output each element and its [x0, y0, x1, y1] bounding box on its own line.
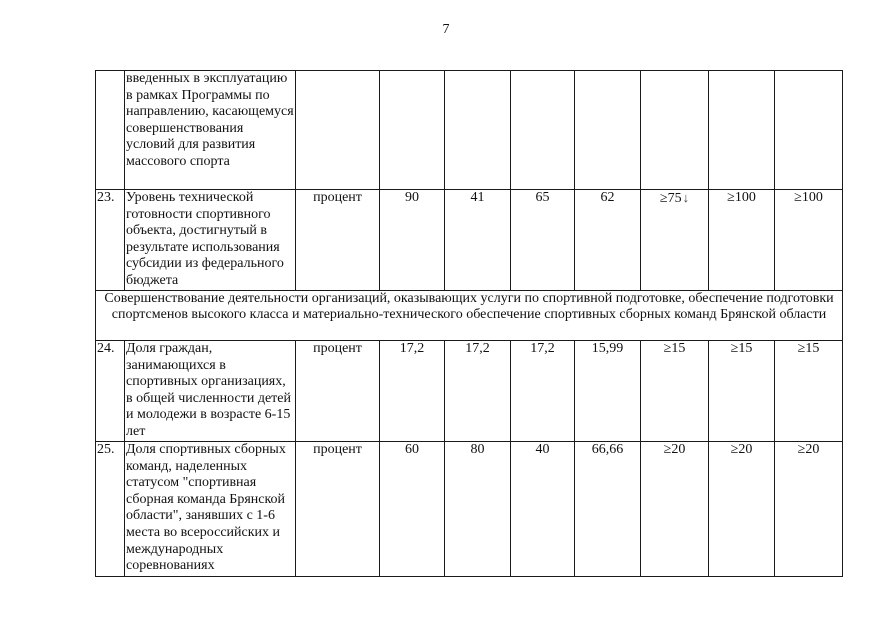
value-cell: 65	[511, 190, 575, 291]
unit-cell: процент	[296, 442, 380, 577]
value-cell: 80	[445, 442, 511, 577]
value-cell: ≥15	[775, 341, 843, 442]
unit-cell: процент	[296, 190, 380, 291]
row-number	[96, 71, 125, 190]
value-cell: ≥20	[709, 442, 775, 577]
indicator-name: Доля граждан, занимающихся в спортивных организациях, в общей численности детей и молодежи в возрасте 6-15 лет	[125, 341, 296, 442]
value-cell	[775, 71, 843, 190]
value-cell	[641, 71, 709, 190]
unit-cell: процент	[296, 341, 380, 442]
indicator-name: Уровень технической готовности спортивного объекта, достигнутый в результате использования субсидии из федерального бюджета	[125, 190, 296, 291]
table-row	[96, 341, 843, 442]
value-cell: 17,2	[445, 341, 511, 442]
value-cell: 60	[380, 442, 445, 577]
value-cell	[709, 71, 775, 190]
value-cell: 17,2	[380, 341, 445, 442]
table-row	[96, 190, 843, 291]
value-cell: 90	[380, 190, 445, 291]
page-number: 7	[442, 22, 450, 37]
table-row	[96, 442, 843, 577]
indicator-name: введенных в эксплуатацию в рамках Программы по направлению, касающемуся совершенствования условий для развития массового спорта	[125, 71, 296, 190]
value-cell: 66,66	[575, 442, 641, 577]
arrow-down-icon: ↓	[682, 190, 690, 205]
value-cell: 17,2	[511, 341, 575, 442]
value-cell	[575, 71, 641, 190]
row-number: 24.	[96, 341, 125, 442]
value-cell: 15,99	[575, 341, 641, 442]
value-cell: 40	[511, 442, 575, 577]
value-cell: ≥100	[709, 190, 775, 291]
value-cell	[380, 71, 445, 190]
row-number: 25.	[96, 442, 125, 577]
value-cell	[641, 190, 709, 291]
value-text: ≥75	[659, 191, 682, 206]
value-cell: 62	[575, 190, 641, 291]
indicator-name: Доля спортивных сборных команд, наделенных статусом "спортивная сборная команда Брянской области", занявших с 1-6 места во всероссийских и международных соревнованиях	[125, 442, 296, 577]
value-cell: 41	[445, 190, 511, 291]
value-cell	[511, 71, 575, 190]
indicators-table	[95, 70, 843, 577]
unit-cell	[296, 71, 380, 190]
value-cell: ≥15	[641, 341, 709, 442]
row-number: 23.	[96, 190, 125, 291]
value-cell: ≥20	[641, 442, 709, 577]
section-row	[96, 291, 843, 341]
value-cell: ≥15	[709, 341, 775, 442]
section-heading: Совершенствование деятельности организаций, оказывающих услуги по спортивной подготовке, обеспечение подготовки спортсменов высокого класса и материально-технического обеспечение спортивных сборных команд Брянской области	[96, 291, 843, 341]
table-row	[96, 71, 843, 190]
value-cell	[445, 71, 511, 190]
value-cell: ≥20	[775, 442, 843, 577]
value-cell: ≥100	[775, 190, 843, 291]
